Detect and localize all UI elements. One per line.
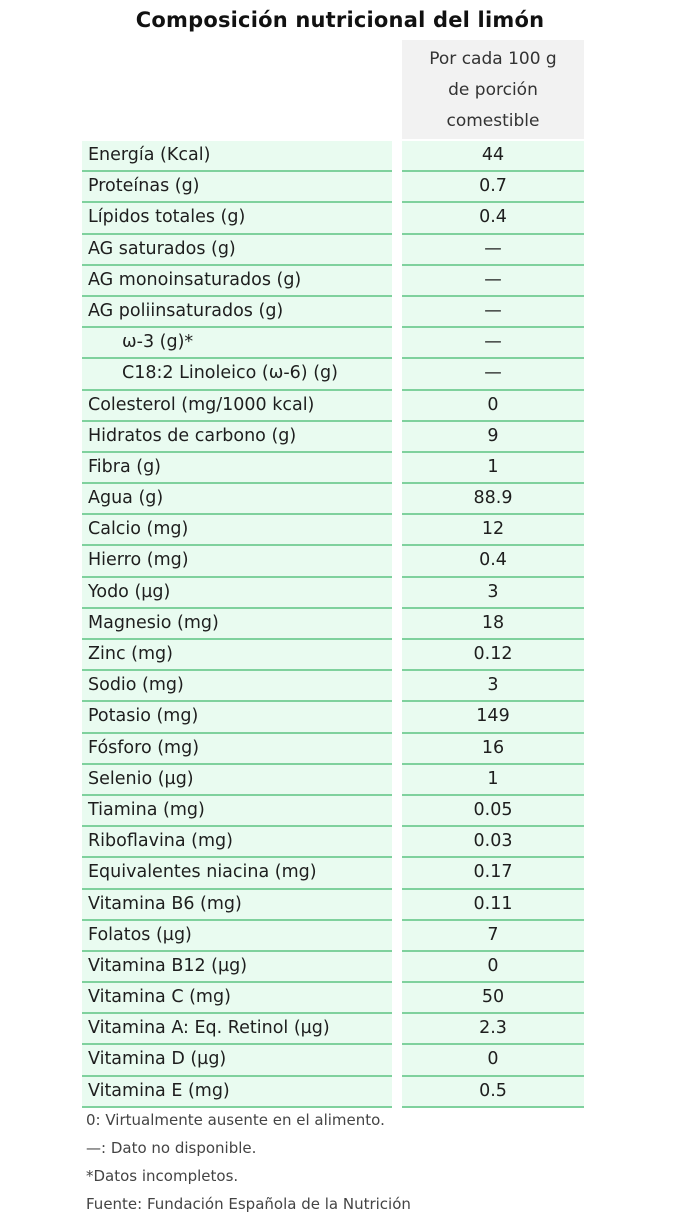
row-label: Vitamina A: Eq. Retinol (µg) xyxy=(82,1014,392,1045)
row-label: Vitamina C (mg) xyxy=(82,983,392,1014)
table-row xyxy=(82,266,584,297)
row-label: Riboflavina (mg) xyxy=(82,827,392,858)
table-row xyxy=(82,422,584,453)
row-value: — xyxy=(402,297,584,328)
row-label: Fósforo (mg) xyxy=(82,734,392,765)
row-value: 88.9 xyxy=(402,484,584,515)
row-label: Tiamina (mg) xyxy=(82,796,392,827)
footnote-dash: —: Dato no disponible. xyxy=(86,1139,257,1157)
row-value: 0.17 xyxy=(402,858,584,889)
row-label: AG monoinsaturados (g) xyxy=(82,266,392,297)
table-row xyxy=(82,1045,584,1076)
row-label: Zinc (mg) xyxy=(82,640,392,671)
row-value: 0 xyxy=(402,391,584,422)
nutrition-table xyxy=(82,141,584,1108)
row-label: Vitamina E (mg) xyxy=(82,1077,392,1108)
table-row xyxy=(82,328,584,359)
row-label: Hierro (mg) xyxy=(82,546,392,577)
table-row xyxy=(82,297,584,328)
table-row xyxy=(82,235,584,266)
table-row xyxy=(82,734,584,765)
row-value: 0.11 xyxy=(402,890,584,921)
table-row xyxy=(82,546,584,577)
row-label: Potasio (mg) xyxy=(82,702,392,733)
row-label: Sodio (mg) xyxy=(82,671,392,702)
table-row xyxy=(82,484,584,515)
table-row xyxy=(82,141,584,172)
table-row xyxy=(82,359,584,390)
row-value: 18 xyxy=(402,609,584,640)
row-value: 0 xyxy=(402,1045,584,1076)
row-value: 1 xyxy=(402,765,584,796)
footnote-zero: 0: Virtualmente ausente en el alimento. xyxy=(86,1111,385,1129)
row-label: Colesterol (mg/1000 kcal) xyxy=(82,391,392,422)
row-value: 1 xyxy=(402,453,584,484)
row-label: Vitamina B12 (µg) xyxy=(82,952,392,983)
row-label: Folatos (µg) xyxy=(82,921,392,952)
row-label: Selenio (µg) xyxy=(82,765,392,796)
column-header-line-3: comestible xyxy=(446,111,540,131)
row-value: 149 xyxy=(402,702,584,733)
table-row xyxy=(82,827,584,858)
row-label: AG poliinsaturados (g) xyxy=(82,297,392,328)
row-label: Vitamina D (µg) xyxy=(82,1045,392,1076)
table-row xyxy=(82,858,584,889)
row-value: — xyxy=(402,328,584,359)
table-row xyxy=(82,515,584,546)
row-value: 12 xyxy=(402,515,584,546)
row-label: Proteínas (g) xyxy=(82,172,392,203)
row-value: 3 xyxy=(402,578,584,609)
row-label: C18:2 Linoleico (ω-6) (g) xyxy=(82,359,392,390)
footnotes xyxy=(86,1108,411,1220)
row-value: 50 xyxy=(402,983,584,1014)
row-value: 9 xyxy=(402,422,584,453)
column-header-line-1: Por cada 100 g xyxy=(429,49,557,69)
row-value: 44 xyxy=(402,141,584,172)
row-label: Lípidos totales (g) xyxy=(82,203,392,234)
row-value: 7 xyxy=(402,921,584,952)
table-row xyxy=(82,1077,584,1108)
row-label: Calcio (mg) xyxy=(82,515,392,546)
table-row xyxy=(82,578,584,609)
row-label: Vitamina B6 (mg) xyxy=(82,890,392,921)
table-row xyxy=(82,983,584,1014)
table-row xyxy=(82,702,584,733)
table-row xyxy=(82,671,584,702)
row-value: 0 xyxy=(402,952,584,983)
row-value: 0.05 xyxy=(402,796,584,827)
row-label: Agua (g) xyxy=(82,484,392,515)
row-value: 0.12 xyxy=(402,640,584,671)
row-value: — xyxy=(402,266,584,297)
table-row xyxy=(82,952,584,983)
column-header-line-2: de porción xyxy=(448,80,538,100)
row-value: 0.4 xyxy=(402,546,584,577)
page-title: Composición nutricional del limón xyxy=(135,8,545,32)
table-row xyxy=(82,890,584,921)
row-label: Hidratos de carbono (g) xyxy=(82,422,392,453)
row-value: 0.03 xyxy=(402,827,584,858)
row-value: 3 xyxy=(402,671,584,702)
table-row xyxy=(82,391,584,422)
row-label: ω-3 (g)* xyxy=(82,328,392,359)
row-value: 0.5 xyxy=(402,1077,584,1108)
table-row xyxy=(82,609,584,640)
table-row xyxy=(82,203,584,234)
row-label: Magnesio (mg) xyxy=(82,609,392,640)
column-header xyxy=(402,40,584,139)
row-value: 16 xyxy=(402,734,584,765)
row-value: 0.7 xyxy=(402,172,584,203)
row-value: — xyxy=(402,235,584,266)
table-row xyxy=(82,765,584,796)
footnote-asterisk: *Datos incompletos. xyxy=(86,1167,239,1185)
row-value: 2.3 xyxy=(402,1014,584,1045)
table-row xyxy=(82,921,584,952)
row-label: Equivalentes niacina (mg) xyxy=(82,858,392,889)
row-value: 0.4 xyxy=(402,203,584,234)
row-label: Yodo (µg) xyxy=(82,578,392,609)
row-label: Fibra (g) xyxy=(82,453,392,484)
table-row xyxy=(82,1014,584,1045)
table-row xyxy=(82,453,584,484)
table-row xyxy=(82,172,584,203)
table-row xyxy=(82,796,584,827)
row-value: — xyxy=(402,359,584,390)
row-label: Energía (Kcal) xyxy=(82,141,392,172)
table-row xyxy=(82,640,584,671)
footnote-source: Fuente: Fundación Española de la Nutrición xyxy=(86,1195,411,1213)
row-label: AG saturados (g) xyxy=(82,235,392,266)
